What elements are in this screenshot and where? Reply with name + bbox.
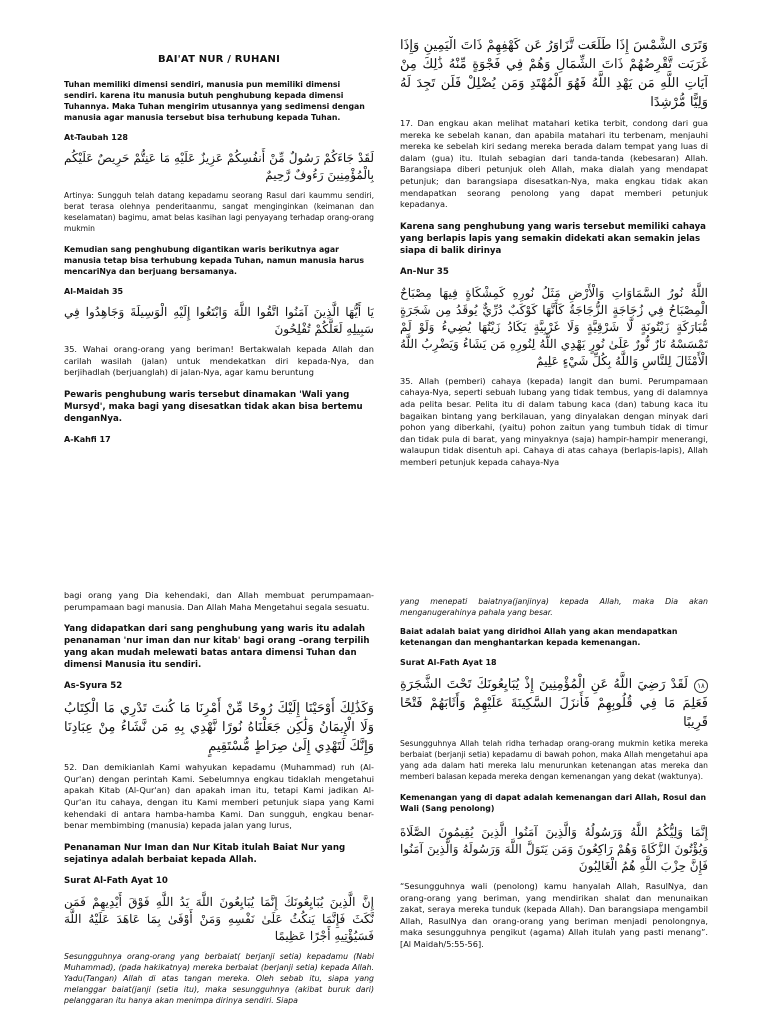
paragraph-wali-mursyd: Pewaris penghubung waris tersebut dinamakan 'Wali yang Mursyd', maka bagi yang disesatkan tidak akan bisa bertemu denganNya. [64, 389, 363, 424]
column-bottom-left [64, 590, 374, 1020]
verse-heading-al-fath-10: Surat Al-Fath Ayat 10 [64, 875, 168, 886]
verse-heading-an-nur: An-Nur 35 [400, 266, 449, 277]
ayah-number-marker: ١٨ [694, 679, 708, 693]
arabic-verse-an-nur: اللَّهُ نُورُ السَّمَاوَاتِ وَالْأَرْضِ مَثَلُ نُورِهِ كَمِشْكَاةٍ فِيهَا مِصْبَاحٌ الْمِصْبَاحُ فِي زُجَاجَةٍ الزُّجَاجَةُ كَأَنَّهَا كَوْكَبٌ دُرِّيٌّ يُوقَدُ مِن شَجَرَةٍ مُّبَارَكَةٍ زَيْتُونَةٍ لَّا شَرْقِيَّةٍ وَلَا غَرْبِيَّةٍ يَكَادُ زَيْتُهَا يُضِيءُ وَلَوْ لَمْ تَمْسَسْهُ نَارٌ نُّورٌ عَلَىٰ نُورٍ يَهْدِي اللَّهُ لِنُورِهِ مَن يَشَاءُ وَيَضْرِبُ اللَّهُ الْأَمْثَالَ لِلنَّاسِ وَاللَّهُ بِكُلِّ شَيْءٍ عَلِيمٌ [400, 285, 708, 368]
arabic-verse-al-fath-18-text: لَقَدْ رَضِيَ اللَّهُ عَنِ الْمُؤْمِنِينَ إِذْ يُبَايِعُونَكَ تَحْتَ الشَّجَرَةِ فَعَلِمَ مَا فِي قُلُوبِهِمْ فَأَنزَلَ السَّكِينَةَ عَلَيْهِمْ وَأَثَابَهُمْ فَتْحًا قَرِيبًا [400, 677, 708, 730]
verse-heading-at-taubah: At-Taubah 128 [64, 133, 128, 142]
arabic-verse-al-kahfi: وَتَرَى الشَّمْسَ إِذَا طَلَعَت تَّزَاوَرُ عَن كَهْفِهِمْ ذَاتَ الْيَمِينِ وَإِذَا غَرَبَت تَّقْرِضُهُمْ ذَاتَ الشِّمَالِ وَهُمْ فِي فَجْوَةٍ مِّنْهُ ذَٰلِكَ مِنْ آيَاتِ اللَّهِ مَن يَهْدِ اللَّهُ فَهُوَ الْمُهْتَدِ وَمَن يُضْلِلْ فَلَن تَجِدَ لَهُ وَلِيًّا مُّرْشِدًا [400, 38, 708, 110]
arabic-verse-al-fath-18 [400, 675, 708, 732]
paragraph-layered-light: Karena sang penghubung yang waris tersebut memiliki cahaya yang berlapis lapis yang semakin didekati akan semakin jelas siapa di balik dirinya [400, 221, 706, 256]
arabic-verse-as-syura: وَكَذَٰلِكَ أَوْحَيْنَا إِلَيْكَ رُوحًا مِّنْ أَمْرِنَا مَا كُنتَ تَدْرِي مَا الْكِتَابُ وَلَا الْإِيمَانُ وَلَٰكِن جَعَلْنَاهُ نُورًا نَّهْدِي بِهِ مَن نَّشَاءُ مِنْ عِبَادِنَا وَإِنَّكَ لَتَهْدِي إِلَىٰ صِرَاطٍ مُّسْتَقِيمٍ [64, 701, 374, 755]
intro-paragraph: Tuhan memiliki dimensi sendiri, manusia pun memiliki dimensi sendiri. karena itu manusia butuh penghubung kepada dimensi Tuhannya. Maka Tuhan mengirim utusannya yang sedimensi dengan manusia agar manusia tersebut bisa terhubung kepada Tuhan. [64, 80, 365, 122]
paragraph-baiat-nur: Penanaman Nur Iman dan Nur Kitab itulah Baiat Nur yang sejatinya adalah berbaiat kepada Allah. [64, 842, 346, 865]
translation-al-maidah: 35. Wahai orang-orang yang beriman! Bertakwalah kepada Allah dan carilah wasilah (jalan) untuk mendekatkan diri kepada-Nya, dan berjihadlah (berjuanglah) di jalan-Nya, agar kamu beruntung [64, 344, 374, 378]
translation-al-fath-10: Sesungguhnya orang-orang yang berbaiat( berjanji setia) kepadamu (Nabi Muhammad), (pada hakikatnya) mereka berbaiat (berjanji setia) kepada Allah. Yadu(Tangan) Allah di atas tangan mereka. Oleh sebab itu, siapa yang melanggar baiat(janji (setia itu), maka sesungguhnya (akibat buruk dari) pelanggaran itu hanya akan menimpa dirinya sendiri. Siapa [64, 951, 374, 1005]
translation-al-fath-18: Sesungguhnya Allah telah ridha terhadap orang-orang mukmin ketika mereka berbaiat (berjanji setia) kepadamu di bawah pohon, maka Allah mengetahui apa yang ada dalam hati mereka lalu menurunkan ketenangan atas mereka dan memberi balasan kepada mereka dengan kemenangan yang dekat (waktunya). [400, 739, 708, 781]
paragraph-baiat-ridho: Baiat adalah baiat yang diridhoi Allah yang akan mendapatkan ketenangan dan menghantarkan kepada kemenangan. [400, 627, 678, 647]
translation-an-nur: 35. Allah (pemberi) cahaya (kepada) langit dan bumi. Perumpamaan cahaya-Nya, seperti sebuah lubang yang tidak tembus, yang di dalamnya ada pelita besar. Pelita itu di dalam tabung kaca (dan) tabung kaca itu bagaikan bintang yang berkilauan, yang dinyalakan dengan minyak dari pohon yang diberkahi, (yaitu) pohon zaitun yang tumbuh tidak di timur dan tidak pula di barat, yang minyaknya (saja) hampir-hampir menerangi, walaupun tidak disentuh api. Cahaya di atas cahaya (berlapis-lapis), Allah memberi petunjuk kepada cahaya-Nya [400, 375, 708, 467]
arabic-verse-al-fath-10: إِنَّ الَّذِينَ يُبَايِعُونَكَ إِنَّمَا يُبَايِعُونَ اللَّهَ يَدُ اللَّهِ فَوْقَ أَيْدِيهِمْ فَمَن نَّكَثَ فَإِنَّمَا يَنكُثُ عَلَىٰ نَفْسِهِ وَمَنْ أَوْفَىٰ بِمَا عَاهَدَ عَلَيْهُ اللَّهَ فَسَيُؤْتِيهِ أَجْرًا عَظِيمًا [64, 894, 374, 943]
verse-heading-al-fath-18: Surat Al-Fath Ayat 18 [400, 658, 497, 667]
paragraph-successor: Kemudian sang penghubung digantikan waris berikutnya agar manusia tetap bisa terhubung kepada Tuhan, namun manusia harus mencariNya dan berjuang bersamanya. [64, 245, 364, 276]
verse-heading-as-syura: As-Syura 52 [64, 681, 123, 692]
arabic-verse-al-maidah: يَا أَيُّهَا الَّذِينَ آمَنُوا اتَّقُوا اللَّهَ وَابْتَغُوا إِلَيْهِ الْوَسِيلَةَ وَجَاهِدُوا فِي سَبِيلِهِ لَعَلَّكُمْ تُفْلِحُونَ [64, 305, 374, 336]
translation-an-nur-continued: bagi orang yang Dia kehendaki, dan Allah membuat perumpamaan-perumpamaan bagi manusia. Dan Allah Maha Mengetahui segala sesuatu. [64, 590, 374, 612]
arabic-verse-al-maidah-55: إِنَّمَا وَلِيُّكُمُ اللَّهُ وَرَسُولُهُ وَالَّذِينَ آمَنُوا الَّذِينَ يُقِيمُونَ الصَّلَاةَ وَيُؤْتُونَ الزَّكَاةَ وَهُمْ رَاكِعُونَ وَمَن يَتَوَلَّ اللَّهَ وَرَسُولَهُ وَالَّذِينَ آمَنُوا فَإِنَّ حِزْبَ اللَّهِ هُمُ الْغَالِبُونَ [400, 825, 708, 873]
translation-al-fath-10-continued: yang menepati baiatnya(janjinya) kepada Allah, maka Dia akan menganugerahinya pahala yang besar. [400, 597, 708, 617]
translation-al-kahfi: 17. Dan engkau akan melihat matahari ketika terbit, condong dari gua mereka ke sebelah kanan, dan apabila matahari itu terbenam, menjauhi mereka ke sebelah kiri sedang mereka berada dalam tempat yang luas di dalam (gua) itu. Itulah sebagian dari tanda-tanda (kebesaran) Allah. Barangsiapa diberi petunjuk oleh Allah, maka dialah yang mendapat petunjuk; dan barangsiapa disesatkan-Nya, maka engkau tidak akan mendapatkan seorang penolong yang dapat memberi petunjuk kepadanya. [400, 118, 708, 210]
translation-al-maidah-55: “Sesungguhnya wali (penolong) kamu hanyalah Allah, RasulNya, dan orang-orang yang beriman, yang mendirikan shalat dan menunaikan zakat, seraya mereka tunduk (kepada Allah). Dan barangsiapa mengambil Allah, RasulNya dan orang-orang yang beriman menjadi penolongnya, maka sesungguhnya pengikut (agama) Allah itulah yang pasti menang”. [Al Maidah/5:55-56]. [400, 881, 708, 949]
translation-as-syura: 52. Dan demikianlah Kami wahyukan kepadamu (Muhammad) ruh (Al-Qur'an) dengan perintah Kami. Sebelumnya engkau tidaklah mengetahui apakah Kitab (Al-Qur'an) dan apakah iman itu, tetapi Kami jadikan Al-Qur'an itu cahaya, dengan itu Kami memberi petunjuk siapa yang Kami kehendaki di antara hamba-hamba Kami. Dan sungguh, engkau benar-benar membimbing (manusia) kepada jalan yang lurus, [64, 762, 374, 831]
translation-at-taubah: Artinya: Sungguh telah datang kepadamu seorang Rasul dari kaummu sendiri, berat terasa olehnya penderitaanmu, sangat menginginkan (keimanan dan keselamatan) bagimu, amat belas kasihan lagi penyayang terhadap orang-orang mukmin [64, 191, 374, 233]
arabic-verse-at-taubah: لَقَدْ جَاءَكُمْ رَسُولٌ مِّنْ أَنفُسِكُمْ عَزِيزٌ عَلَيْهِ مَا عَنِتُّمْ حَرِيصٌ عَلَيْكُم بِالْمُؤْمِنِينَ رَءُوفٌ رَّحِيمٌ [64, 151, 374, 182]
document-title: BAI'AT NUR / RUHANI [157, 54, 281, 65]
verse-heading-al-kahfi: A-Kahfi 17 [64, 434, 111, 444]
column-top-left [64, 52, 374, 552]
column-bottom-right [400, 596, 708, 1022]
column-top-right [400, 36, 708, 556]
paragraph-nur-iman-kitab: Yang didapatkan dari sang penghubung yang waris itu adalah penanaman 'nur iman dan nur kitab' bagi orang –orang terpilih yang akan mudah melewati batas antara dimensi Tuhan dan dimensi Manusia itu sendiri. [64, 624, 370, 671]
verse-heading-al-maidah: Al-Maidah 35 [64, 287, 124, 296]
paragraph-kemenangan: Kemenangan yang di dapat adalah kemenangan dari Allah, Rosul dan Wali (Sang penolong) [400, 793, 707, 813]
